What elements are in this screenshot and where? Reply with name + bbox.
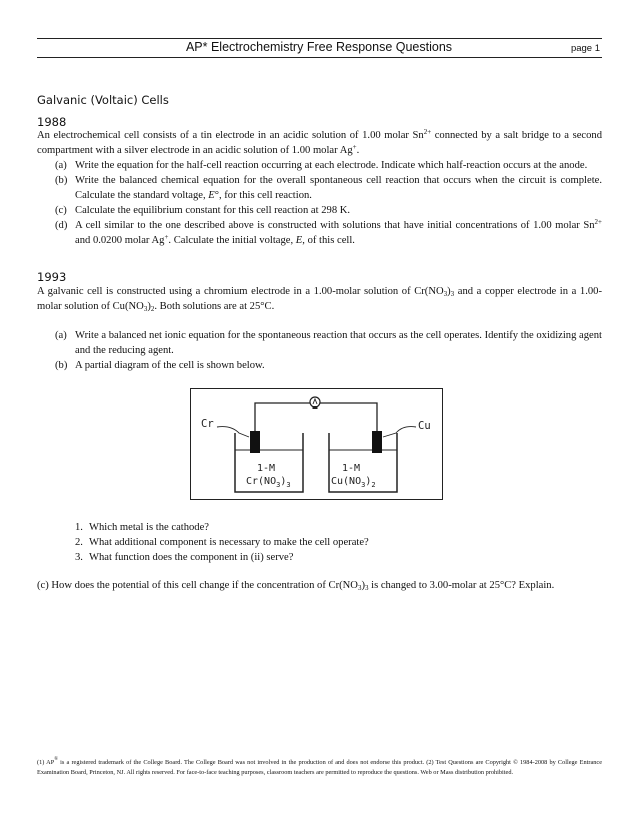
question-1988-part-a: (a) Write the equation for the half-cell reaction occurring at each electrode. Indicate which half-reaction occurs at the anode. [55, 160, 588, 171]
concentration-label-left: 1-M [257, 463, 276, 474]
metal-label-left: Cr [201, 418, 214, 430]
leader-left [217, 427, 249, 437]
subpart-1: 1. Which metal is the cathode? [75, 522, 210, 533]
question-1988-part-d: (d) A cell similar to the one described above is constructed with solutions that have initial concentrations of 1.00 molar $Sn^{2+}$ and 0.0200 molar Ag+. Calculate the initial voltage, E, of this cell. [55, 218, 602, 246]
question-1993-intro: A galvanic cell is constructed using a chromium electrode in a 1.00-molar solution of $Cr(NO_3)_3$ and a copper electrode in a 1.00-molar solution of $Cu(NO_3)_2$. Both solutions are at 25°C. [37, 286, 603, 313]
question-1993-parts [37, 328, 602, 373]
light-bulb-icon [310, 397, 320, 409]
wire-right [320, 403, 377, 431]
page-title: AP* Electrochemistry Free Response Questions [185, 40, 453, 54]
question-year-1988: 1988 [37, 115, 67, 129]
solution-label-right: $Cu(NO_3)_2$ [331, 476, 376, 489]
wire-left [255, 403, 310, 431]
electrode-right [372, 431, 382, 453]
copyright-footer: (1) AP® is a registered trademark of the College Board. The College Board was not involved in the production of and does not endorse this product. (2) Test Questions are Copyright © 1984-2008 by College Entrance Examination Board, Princeton, NJ. All rights reserved. For face-to-face teaching purposes, classroom teachers are permitted to reproduce the questions. Web or Mass distribution prohibited. [37, 757, 602, 776]
question-1993-part-b: (b) A partial diagram of the cell is shown below. [55, 360, 265, 371]
subpart-3: 3. What function does the component in (ii) serve? [75, 552, 294, 563]
question-1993-subparts [37, 520, 602, 565]
solution-label-left: $Cr(NO_3)_3$ [246, 476, 291, 489]
leader-right [383, 427, 416, 437]
question-1988 [37, 128, 602, 248]
metal-label-right: Cu [418, 420, 431, 432]
page-number: page 1 [570, 43, 600, 54]
question-1988-part-b: (b) Write the balanced chemical equation for the overall spontaneous cell reaction that occurs when the circuit is complete. Calculate the standard voltage, E°, for this cell reaction. [55, 175, 602, 201]
question-1988-part-c: (c) Calculate the equilibrium constant for this cell reaction at 298 K. [55, 205, 351, 216]
question-year-1993: 1993 [37, 270, 67, 284]
question-1993-part-c: (c) How does the potential of this cell change if the concentration of $Cr(NO_3)_3$ is changed to 3.00-molar at 25°C? Explain. [37, 580, 555, 592]
section-title: Galvanic (Voltaic) Cells [37, 93, 169, 107]
question-1993 [37, 284, 602, 314]
header-rule-top [37, 38, 602, 39]
subpart-2: 2. What additional component is necessary to make the cell operate? [75, 537, 369, 548]
galvanic-cell-diagram [190, 388, 443, 500]
electrode-left [250, 431, 260, 453]
question-1993-part-a: (a) Write a balanced net ionic equation for the spontaneous reaction that occurs as the cell operates. Identify the oxidizing agent and the reducing agent. [55, 330, 602, 356]
header-rule-bottom [37, 57, 602, 58]
concentration-label-right: 1-M [342, 463, 361, 474]
question-1988-intro: An electrochemical cell consists of a tin electrode in an acidic solution of 1.00 molar $Sn^{2+}$ connected by a salt bridge to a second compartment with a silver electrode in an acidic solution of 1.00 molar Ag+. [37, 128, 602, 156]
